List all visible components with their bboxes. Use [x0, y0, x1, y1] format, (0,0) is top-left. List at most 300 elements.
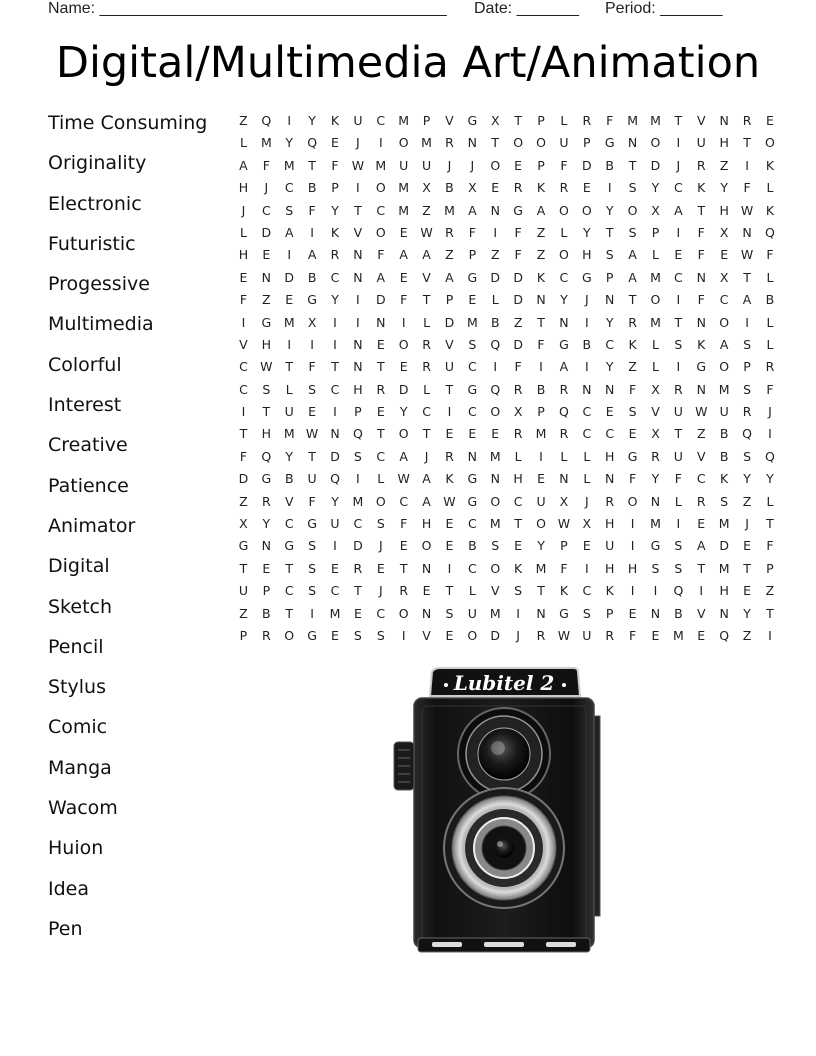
- grid-letter: X: [719, 269, 729, 285]
- grid-letter: K: [697, 180, 706, 196]
- grid-letter: I: [310, 605, 314, 621]
- grid-letter: A: [628, 269, 637, 285]
- word-list-item: Animator: [48, 514, 136, 537]
- grid-letter: A: [422, 493, 431, 509]
- word-list: [48, 110, 218, 956]
- grid-letter: I: [584, 359, 589, 375]
- grid-letter: M: [535, 560, 547, 576]
- grid-letter: F: [514, 359, 522, 375]
- grid-letter: W: [443, 493, 456, 509]
- grid-letter: F: [468, 224, 476, 240]
- grid-letter: Y: [651, 180, 660, 196]
- word-list-item: Pencil: [48, 635, 104, 658]
- grid-letter: K: [720, 471, 729, 487]
- grid-letter: E: [445, 627, 454, 643]
- grid-letter: C: [239, 359, 248, 375]
- grid-letter: M: [329, 605, 341, 621]
- grid-letter: E: [651, 627, 660, 643]
- grid-letter: C: [422, 404, 431, 420]
- grid-letter: W: [557, 516, 571, 532]
- grid-letter: M: [627, 113, 638, 128]
- grid-row: [232, 181, 781, 203]
- grid-letter: I: [401, 627, 406, 643]
- grid-letter: Q: [307, 135, 318, 151]
- grid-letter: C: [467, 516, 477, 532]
- grid-letter: E: [445, 426, 454, 442]
- period-field-label: Period: _______: [605, 0, 723, 17]
- grid-letter: P: [537, 113, 545, 128]
- grid-letter: D: [490, 627, 501, 643]
- grid-letter: T: [399, 560, 408, 576]
- grid-letter: T: [308, 448, 316, 464]
- grid-letter: A: [742, 292, 752, 308]
- grid-letter: O: [398, 426, 409, 442]
- grid-letter: M: [260, 135, 272, 151]
- grid-letter: N: [582, 381, 592, 397]
- grid-letter: I: [241, 404, 246, 420]
- grid-letter: T: [376, 359, 385, 375]
- grid-letter: O: [513, 135, 524, 151]
- grid-letter: M: [489, 605, 501, 621]
- grid-letter: S: [582, 605, 591, 621]
- grid-letter: T: [628, 292, 637, 308]
- grid-letter: Y: [720, 180, 728, 196]
- grid-letter: F: [560, 157, 568, 173]
- grid-letter: E: [399, 269, 408, 285]
- grid-letter: N: [650, 605, 661, 621]
- word-list-item: Creative: [48, 434, 128, 457]
- grid-letter: O: [536, 516, 546, 532]
- grid-letter: Y: [331, 493, 339, 509]
- grid-letter: I: [493, 224, 498, 240]
- grid-letter: A: [445, 269, 454, 285]
- grid-letter: C: [330, 269, 340, 285]
- grid-letter: Y: [308, 113, 316, 128]
- grid-letter: F: [697, 292, 705, 308]
- word-list-item: Pen: [48, 917, 83, 940]
- camera-illustration: [392, 666, 604, 958]
- grid-letter: L: [468, 583, 476, 599]
- grid-letter: U: [696, 135, 706, 151]
- grid-letter: E: [422, 583, 431, 599]
- grid-letter: T: [537, 314, 545, 330]
- grid-letter: E: [674, 247, 683, 263]
- grid-letter: E: [720, 247, 729, 263]
- grid-letter: X: [719, 224, 729, 240]
- grid-letter: L: [423, 381, 431, 397]
- grid-letter: P: [262, 583, 271, 599]
- grid-letter: B: [284, 471, 294, 487]
- grid-letter: M: [398, 113, 410, 128]
- grid-letter: O: [467, 627, 478, 643]
- grid-letter: E: [445, 538, 454, 554]
- grid-letter: A: [399, 247, 408, 263]
- grid-letter: J: [356, 135, 360, 151]
- grid-letter: E: [605, 404, 614, 420]
- grid-letter: R: [261, 493, 271, 509]
- grid-letter: X: [582, 516, 592, 532]
- grid-letter: O: [398, 336, 409, 352]
- grid-letter: C: [582, 404, 592, 420]
- grid-letter: T: [743, 135, 751, 151]
- grid-letter: U: [444, 359, 455, 375]
- grid-letter: V: [353, 224, 363, 240]
- grid-letter: R: [513, 381, 523, 397]
- grid-letter: E: [697, 516, 706, 532]
- grid-letter: F: [331, 157, 339, 173]
- grid-letter: E: [331, 627, 339, 643]
- grid-row: [232, 338, 781, 360]
- grid-letter: B: [307, 180, 317, 196]
- grid-letter: P: [354, 404, 362, 420]
- grid-letter: B: [468, 538, 477, 554]
- grid-letter: M: [398, 180, 410, 196]
- letter-grid: [232, 114, 781, 651]
- grid-letter: P: [445, 292, 454, 308]
- grid-letter: N: [261, 538, 272, 554]
- grid-letter: S: [674, 560, 683, 576]
- grid-letter: O: [375, 180, 386, 196]
- grid-letter: G: [581, 269, 592, 285]
- word-list-item: Interest: [48, 394, 122, 417]
- grid-letter: I: [676, 224, 681, 240]
- grid-letter: P: [651, 224, 660, 240]
- grid-letter: O: [490, 404, 501, 420]
- grid-letter: O: [490, 493, 501, 509]
- grid-letter: W: [695, 404, 708, 420]
- grid-letter: I: [539, 359, 543, 375]
- grid-letter: S: [743, 336, 751, 352]
- grid-letter: H: [604, 560, 615, 576]
- grid-letter: J: [264, 180, 269, 196]
- grid-letter: R: [399, 583, 409, 599]
- grid-letter: I: [378, 135, 383, 151]
- grid-letter: I: [676, 359, 681, 375]
- grid-letter: T: [285, 560, 294, 576]
- grid-row: [232, 226, 781, 248]
- grid-letter: O: [627, 493, 638, 509]
- grid-letter: N: [605, 471, 615, 487]
- grid-letter: N: [353, 336, 363, 352]
- grid-letter: J: [241, 202, 246, 218]
- grid-letter: R: [605, 627, 615, 643]
- grid-letter: N: [353, 247, 363, 263]
- grid-letter: F: [697, 247, 705, 263]
- grid-letter: E: [445, 516, 454, 532]
- grid-letter: I: [745, 314, 749, 330]
- grid-letter: M: [375, 157, 387, 173]
- grid-letter: S: [445, 605, 454, 621]
- grid-letter: A: [376, 269, 386, 285]
- grid-letter: H: [261, 336, 272, 352]
- grid-letter: T: [262, 404, 271, 420]
- grid-letter: G: [284, 538, 295, 554]
- grid-letter: F: [239, 292, 248, 308]
- grid-letter: S: [308, 583, 317, 599]
- grid-letter: I: [768, 627, 772, 643]
- grid-letter: N: [536, 605, 546, 621]
- grid-letter: N: [353, 269, 363, 285]
- grid-letter: M: [650, 269, 661, 285]
- grid-letter: U: [467, 605, 477, 621]
- grid-letter: I: [333, 336, 337, 352]
- grid-letter: V: [445, 113, 454, 128]
- grid-letter: W: [260, 359, 273, 375]
- grid-letter: C: [674, 269, 683, 285]
- grid-letter: S: [628, 224, 637, 240]
- grid-letter: F: [537, 336, 545, 352]
- grid-letter: R: [674, 381, 683, 397]
- grid-letter: G: [467, 113, 478, 128]
- grid-letter: A: [674, 202, 683, 218]
- grid-letter: C: [330, 381, 340, 397]
- grid-letter: C: [376, 202, 386, 218]
- grid-letter: I: [333, 314, 337, 330]
- grid-letter: E: [628, 605, 637, 621]
- grid-letter: F: [400, 292, 408, 308]
- grid-letter: V: [696, 605, 706, 621]
- word-list-item: Sketch: [48, 595, 113, 618]
- grid-letter: N: [627, 135, 638, 151]
- grid-letter: N: [421, 560, 432, 576]
- grid-letter: D: [353, 538, 363, 554]
- grid-letter: R: [261, 627, 271, 643]
- grid-letter: F: [743, 180, 751, 196]
- grid-letter: F: [514, 247, 522, 263]
- grid-letter: W: [397, 471, 410, 487]
- grid-row: [232, 159, 781, 181]
- grid-letter: Y: [262, 516, 271, 532]
- grid-letter: N: [719, 113, 729, 128]
- grid-letter: K: [445, 471, 454, 487]
- grid-letter: T: [308, 157, 316, 173]
- grid-letter: T: [628, 157, 637, 173]
- grid-letter: N: [650, 493, 661, 509]
- grid-letter: T: [697, 202, 706, 218]
- grid-letter: O: [375, 224, 386, 240]
- grid-letter: R: [651, 448, 660, 464]
- grid-letter: D: [581, 157, 592, 173]
- grid-letter: I: [768, 426, 772, 442]
- grid-letter: S: [491, 538, 500, 554]
- grid-letter: N: [742, 224, 752, 240]
- grid-letter: Y: [285, 135, 294, 151]
- grid-letter: E: [399, 538, 408, 554]
- grid-letter: H: [513, 471, 523, 487]
- grid-letter: I: [676, 516, 681, 532]
- grid-letter: T: [422, 292, 431, 308]
- grid-letter: P: [537, 404, 545, 420]
- grid-letter: S: [353, 448, 362, 464]
- grid-letter: L: [377, 471, 385, 487]
- grid-letter: M: [283, 426, 295, 442]
- grid-letter: U: [307, 471, 317, 487]
- grid-letter: U: [559, 135, 569, 151]
- grid-letter: R: [696, 493, 706, 509]
- grid-letter: J: [378, 583, 383, 599]
- grid-letter: I: [356, 180, 360, 196]
- grid-letter: I: [287, 247, 292, 263]
- grid-letter: I: [356, 314, 360, 330]
- grid-row: [232, 607, 781, 629]
- grid-letter: N: [605, 381, 615, 397]
- grid-letter: S: [743, 448, 751, 464]
- grid-letter: Z: [513, 314, 523, 330]
- grid-letter: E: [697, 627, 706, 643]
- grid-letter: G: [467, 493, 478, 509]
- grid-letter: L: [560, 448, 568, 464]
- grid-letter: F: [377, 247, 385, 263]
- grid-letter: B: [262, 605, 271, 621]
- grid-letter: R: [376, 381, 386, 397]
- grid-letter: P: [605, 605, 614, 621]
- grid-letter: K: [697, 336, 706, 352]
- grid-letter: I: [287, 113, 292, 128]
- grid-letter: S: [376, 516, 385, 532]
- grid-letter: G: [467, 471, 478, 487]
- grid-letter: J: [676, 157, 681, 173]
- grid-letter: W: [740, 202, 754, 218]
- grid-letter: E: [582, 538, 591, 554]
- grid-row: [232, 383, 781, 405]
- grid-row: [232, 450, 781, 472]
- grid-letter: F: [308, 359, 316, 375]
- grid-letter: E: [376, 404, 385, 420]
- grid-letter: Q: [742, 426, 752, 442]
- grid-letter: R: [513, 426, 523, 442]
- grid-letter: O: [765, 135, 775, 151]
- word-list-item: Manga: [48, 756, 112, 779]
- grid-letter: N: [353, 359, 363, 375]
- grid-letter: L: [583, 471, 591, 487]
- grid-letter: G: [261, 314, 272, 330]
- grid-letter: O: [650, 292, 661, 308]
- grid-letter: Y: [743, 605, 751, 621]
- grid-letter: T: [239, 426, 248, 442]
- grid-letter: K: [765, 202, 775, 218]
- grid-letter: E: [537, 471, 545, 487]
- grid-letter: N: [490, 471, 500, 487]
- grid-letter: T: [743, 269, 751, 285]
- grid-letter: R: [559, 426, 569, 442]
- grid-letter: A: [559, 359, 569, 375]
- grid-letter: Q: [673, 583, 684, 599]
- grid-letter: G: [650, 538, 661, 554]
- grid-letter: G: [261, 471, 272, 487]
- grid-letter: T: [285, 605, 294, 621]
- grid-letter: N: [536, 292, 546, 308]
- grid-letter: M: [650, 113, 661, 128]
- grid-letter: K: [628, 336, 637, 352]
- grid-letter: T: [514, 113, 522, 128]
- grid-row: [232, 539, 781, 561]
- grid-letter: A: [399, 448, 408, 464]
- grid-letter: L: [423, 314, 431, 330]
- grid-letter: P: [331, 180, 339, 196]
- grid-letter: M: [466, 314, 478, 330]
- grid-letter: L: [560, 224, 568, 240]
- grid-letter: K: [536, 180, 546, 196]
- grid-letter: A: [239, 157, 248, 173]
- grid-letter: T: [491, 135, 500, 151]
- grid-letter: U: [605, 538, 615, 554]
- grid-letter: J: [768, 404, 772, 420]
- grid-letter: G: [627, 448, 638, 464]
- grid-letter: H: [582, 247, 592, 263]
- grid-letter: B: [536, 381, 546, 397]
- word-list-item: Multimedia: [48, 313, 154, 336]
- grid-letter: C: [582, 426, 592, 442]
- grid-letter: M: [444, 202, 455, 218]
- grid-letter: Y: [605, 359, 614, 375]
- grid-letter: Z: [239, 605, 248, 621]
- grid-letter: R: [422, 359, 431, 375]
- grid-letter: E: [491, 426, 500, 442]
- grid-letter: F: [697, 224, 705, 240]
- grid-letter: F: [766, 381, 774, 397]
- grid-letter: N: [559, 471, 569, 487]
- grid-letter: F: [308, 202, 316, 218]
- grid-letter: Y: [285, 448, 294, 464]
- word-list-item: Progessive: [48, 273, 150, 296]
- grid-letter: G: [559, 336, 569, 352]
- grid-letter: X: [490, 113, 500, 128]
- grid-letter: Y: [651, 471, 660, 487]
- grid-letter: N: [330, 426, 340, 442]
- grid-letter: L: [766, 336, 774, 352]
- grid-letter: Z: [445, 247, 454, 263]
- grid-letter: L: [766, 493, 774, 509]
- grid-letter: O: [558, 247, 569, 263]
- grid-letter: M: [283, 314, 295, 330]
- grid-letter: E: [514, 538, 523, 554]
- grid-letter: W: [351, 157, 365, 173]
- grid-letter: F: [606, 113, 614, 128]
- grid-letter: S: [628, 180, 637, 196]
- grid-letter: H: [353, 381, 363, 397]
- grid-letter: D: [444, 314, 455, 330]
- grid-letter: F: [400, 516, 408, 532]
- grid-letter: H: [627, 560, 638, 576]
- grid-letter: O: [536, 135, 546, 151]
- grid-letter: G: [696, 359, 707, 375]
- grid-letter: D: [330, 448, 340, 464]
- grid-letter: X: [559, 493, 569, 509]
- grid-letter: G: [604, 135, 615, 151]
- grid-row: [232, 248, 781, 270]
- grid-letter: E: [239, 269, 248, 285]
- grid-letter: P: [537, 157, 545, 173]
- grid-letter: L: [239, 224, 247, 240]
- grid-letter: C: [605, 336, 615, 352]
- grid-letter: T: [766, 605, 774, 621]
- grid-letter: N: [376, 314, 386, 330]
- grid-letter: Q: [352, 426, 363, 442]
- grid-letter: R: [742, 404, 752, 420]
- grid-letter: E: [491, 180, 500, 196]
- grid-row: [232, 584, 781, 606]
- grid-letter: E: [743, 583, 751, 599]
- grid-letter: Z: [765, 583, 775, 599]
- grid-letter: W: [740, 247, 754, 263]
- grid-letter: D: [513, 292, 523, 308]
- header-fields: [48, 0, 768, 22]
- grid-letter: Y: [766, 471, 774, 487]
- grid-letter: M: [650, 314, 661, 330]
- grid-letter: R: [330, 247, 340, 263]
- grid-letter: Z: [696, 426, 706, 442]
- grid-letter: B: [307, 269, 317, 285]
